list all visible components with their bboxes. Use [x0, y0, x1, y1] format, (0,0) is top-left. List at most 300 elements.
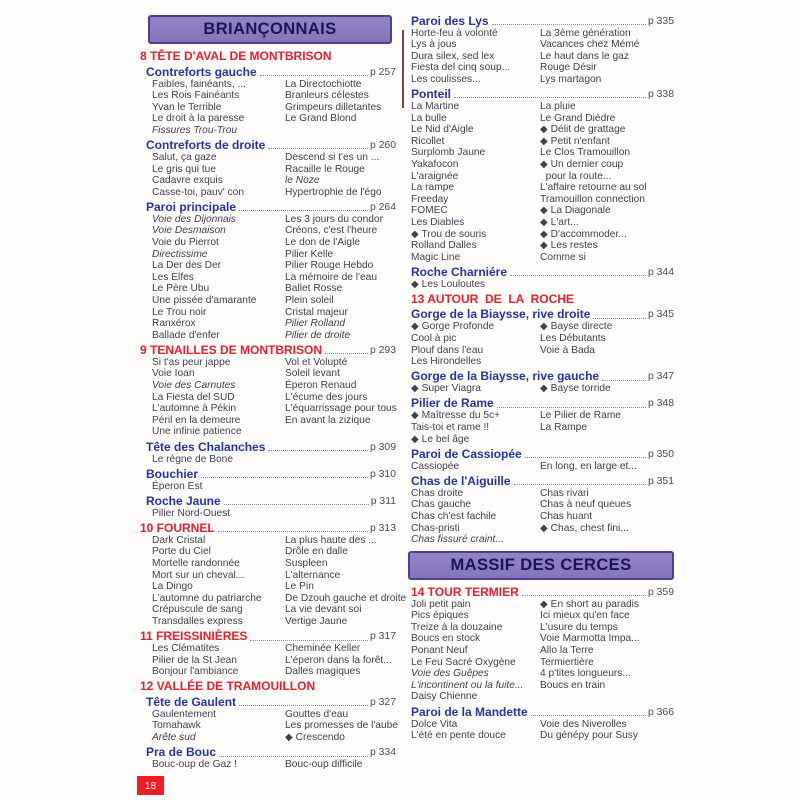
route-name: Chas rivari [540, 487, 589, 499]
route-name: pour la route... [540, 170, 612, 182]
dotted-leader [510, 275, 646, 276]
route-name: Chas fissuré craint... [411, 534, 504, 546]
route-name: Treize à la douzaine [411, 621, 503, 633]
route-name: Ballet Rosse [285, 283, 343, 295]
route-row [408, 422, 674, 434]
route-name: ◆ La Diagonale [540, 205, 611, 217]
route-row [408, 74, 674, 86]
route-name: Voie Marmotta Impa... [540, 633, 640, 645]
route-list [140, 79, 396, 137]
sub-header [408, 88, 674, 101]
route-name: Yakafocon [411, 158, 459, 170]
route-name: L'alternance [285, 569, 341, 581]
section-label: 8 TÊTE D'AVAL DE MONTBRISON [140, 49, 332, 63]
dotted-leader [497, 407, 646, 408]
route-name: ◆ Le bel âge [411, 433, 470, 445]
route-name: Le don de l'Aigle [285, 237, 361, 249]
route-name: Pilier Kelle [285, 248, 334, 260]
route-name: Bouc-oup de Gaz ! [152, 759, 237, 771]
route-name: L'automne à Pékin [152, 403, 237, 415]
route-name: ◆ D'accommoder... [540, 228, 627, 240]
route-name: Les 3 jours du condor [285, 213, 383, 225]
route-name: Plouf dans l'eau [411, 344, 484, 356]
route-name: Plein soleil [285, 295, 334, 306]
route-name: Horte-feu à volonté [411, 27, 498, 39]
route-row [140, 558, 396, 570]
route-name: Le Grand Dièdre [540, 112, 616, 124]
route-name: ◆ En short au paradis [540, 598, 640, 610]
route-name: Une infinie patience [152, 426, 242, 438]
route-name: Tomahawk [152, 720, 201, 732]
route-name: Les promesses de l'aube [285, 720, 398, 732]
route-row [408, 39, 674, 51]
route-row [140, 283, 396, 295]
page-ref: p 327 [369, 696, 396, 708]
route-name: Transdalles express [152, 615, 243, 627]
route-name: La Rampe [540, 421, 588, 433]
route-row [408, 159, 674, 171]
route-row [408, 279, 674, 291]
route-name: ◆ Super Viagra [411, 383, 481, 395]
route-list [140, 357, 396, 438]
route-list [140, 643, 396, 678]
route-name: Magic Line [411, 251, 461, 263]
sub-label: Roche Charniére [411, 264, 508, 279]
route-name: Éperon Est [152, 480, 203, 492]
sub-label: Contreforts de droite [146, 137, 266, 152]
page-number-badge [137, 776, 164, 795]
route-row [140, 79, 396, 91]
route-name: Boucs en stock [411, 633, 481, 645]
route-name: ◆ Bayse directe [540, 321, 613, 333]
route-name: Voie Desmaison [152, 225, 226, 237]
route-name: L'incontinent ou la fuite... [411, 679, 524, 691]
route-row [140, 357, 396, 369]
page-ref: p 351 [647, 475, 674, 487]
page-ref: p 264 [369, 201, 396, 213]
section-label: 11 FREISSINIÈRES [140, 629, 248, 644]
section-header [140, 344, 396, 357]
route-name: Pilier Nord-Ouest [152, 507, 231, 519]
section-label: 9 TENAILLES DE MONTBRISON [140, 342, 323, 357]
route-name: ◆ Crescendo [285, 732, 345, 744]
route-name: Surplomb Jaune [411, 147, 486, 159]
route-row [140, 403, 396, 415]
dotted-leader [218, 531, 368, 532]
route-name: ◆ Petit n'enfant [540, 135, 610, 147]
route-row [140, 260, 396, 272]
page-ref: p 359 [647, 586, 674, 598]
route-row [140, 102, 396, 114]
page-ref: p 260 [369, 139, 396, 151]
route-name: Tramouillon connection [540, 193, 645, 205]
route-list [140, 214, 396, 342]
route-row [408, 229, 674, 241]
sub-header [140, 495, 396, 508]
route-row [408, 719, 674, 731]
route-name: Voie des Niverolles [540, 718, 627, 730]
route-name: Fissures Trou-Trou [152, 124, 238, 136]
route-name: Suspleen [285, 558, 328, 569]
dotted-leader [525, 457, 646, 458]
route-name: ◆ Maîtresse du 5c+ [411, 410, 501, 422]
route-row [408, 182, 674, 194]
route-name: Branleurs célestes [285, 90, 369, 102]
route-name: La plus haute des ... [285, 534, 377, 546]
route-name: Boucs en train [540, 679, 606, 691]
route-row [140, 720, 396, 732]
sub-label: Gorge de la Biaysse, rive gauche [411, 369, 600, 384]
route-name: Chas huant [540, 510, 593, 522]
route-name: ◆ Chas, chest fini... [540, 522, 629, 534]
route-name: Éperon Renaud [285, 380, 357, 392]
sub-label: Roche Jaune [146, 493, 221, 508]
page-ref: p 347 [647, 371, 674, 383]
sub-header [140, 441, 396, 454]
dotted-leader [454, 97, 646, 98]
route-name: Crépuscule de sang [152, 604, 243, 616]
route-name: Cool à pic [411, 332, 457, 344]
sub-label: Paroi des Lys [411, 13, 489, 28]
route-name: La Fiesta del SUD [152, 391, 235, 403]
page-ref: p 257 [369, 66, 396, 78]
route-row [140, 709, 396, 721]
sub-header [408, 475, 674, 488]
route-row [408, 511, 674, 523]
route-name: Hypertrophie de l'égo [285, 186, 382, 198]
dotted-leader [268, 148, 368, 149]
route-row [140, 330, 396, 342]
page-ref: p 317 [369, 631, 396, 643]
sub-label: Paroi principale [146, 199, 237, 214]
route-name: Vacances chez Mémé [540, 39, 640, 51]
route-name: ◆ Gorge Profonde [411, 321, 495, 333]
route-name: Voie du Pierrot [152, 237, 219, 249]
route-name: Ici mieux qu'en face [540, 610, 630, 622]
section-label: 13 AUTOUR DE LA ROCHE [411, 291, 574, 306]
sub-header [408, 308, 674, 321]
route-name: ◆ Bayse torride [540, 383, 611, 395]
route-row [408, 645, 674, 657]
route-list [140, 508, 396, 520]
left-column [140, 14, 407, 771]
route-row [140, 125, 396, 137]
route-name: ◆ L'art... [540, 216, 579, 228]
route-name: Les Clématites [152, 643, 220, 655]
route-name: En avant la zizique [285, 414, 371, 426]
dotted-leader [201, 477, 368, 478]
route-row [140, 113, 396, 125]
route-row [140, 655, 396, 667]
sub-header [408, 397, 674, 410]
page-ref: p 310 [369, 468, 396, 480]
route-row [408, 434, 674, 446]
route-row [140, 759, 396, 771]
route-name: Salut, ça gaze [152, 151, 217, 163]
route-row [408, 124, 674, 136]
route-name: La pluie [540, 100, 576, 112]
route-name: La 3ème génération [540, 27, 631, 39]
route-name: L'été en pente douce [411, 730, 506, 742]
route-row [140, 152, 396, 164]
route-name: Du génépy pour Susy [540, 730, 638, 742]
sub-label: Gorge de la Biaysse, rive droite [411, 307, 591, 322]
route-row [140, 454, 396, 466]
sub-label: Tête des Chalanches [146, 439, 266, 454]
sub-label: Ponteil [411, 86, 452, 101]
sub-header [140, 139, 396, 152]
route-name: Rouge Désir [540, 62, 597, 74]
sub-header [140, 66, 396, 79]
route-row [140, 164, 396, 176]
route-name: La Dingo [152, 581, 193, 593]
route-row [408, 333, 674, 345]
route-name: Cristal majeur [285, 306, 348, 318]
route-name: Pics épiques [411, 610, 469, 622]
route-name: Casse-toi, pauv' con [152, 186, 244, 198]
route-row [408, 657, 674, 669]
route-name: Lys à jous [411, 39, 457, 51]
route-row [140, 546, 396, 558]
route-list [140, 709, 396, 744]
route-row [408, 610, 674, 622]
region-banner [408, 551, 674, 580]
route-name: En long, en large et... [540, 460, 637, 472]
region-banner-title: MASSIF DES CERCES [450, 555, 632, 574]
page-ref: p 293 [369, 344, 396, 356]
dotted-leader [492, 24, 646, 25]
route-list [408, 410, 674, 445]
section-header [408, 293, 674, 306]
route-name: Lys martagon [540, 73, 602, 85]
sub-header [140, 201, 396, 214]
route-name: Le gris qui tue [152, 163, 216, 175]
route-name: La vie devant soi [285, 604, 362, 616]
route-name: Cheminée Keller [285, 643, 361, 655]
page-ref: p 309 [369, 441, 396, 453]
route-list [408, 101, 674, 263]
route-row [408, 668, 674, 680]
route-row [408, 240, 674, 252]
route-name: Ricollet [411, 135, 445, 147]
route-row [408, 488, 674, 500]
route-list [408, 461, 674, 473]
route-name: Pilier Rolland [285, 318, 346, 330]
sub-header [408, 706, 674, 719]
route-row [140, 249, 396, 261]
dotted-leader [522, 595, 646, 596]
route-name: Freeday [411, 193, 449, 205]
route-name: La bulle [411, 112, 447, 124]
route-name: Pilier Rouge Hebdo [285, 260, 374, 272]
route-name: Dura silex, sed lex [411, 50, 495, 62]
route-list [408, 383, 674, 395]
page-ref: p 345 [647, 309, 674, 321]
sub-header [140, 746, 396, 759]
page-ref: p 344 [647, 266, 674, 278]
route-name: Allo la Terre [540, 645, 594, 657]
route-row [140, 307, 396, 319]
route-name: Les Hirondelles [411, 356, 482, 368]
route-row [140, 237, 396, 249]
route-name: Chas-pristi [411, 522, 460, 534]
route-row [140, 380, 396, 392]
route-name: Les Débutants [540, 332, 606, 344]
route-row [408, 194, 674, 206]
route-row [140, 90, 396, 102]
route-row [140, 415, 396, 427]
route-row [140, 732, 396, 744]
route-name: Bonjour l'ambiance [152, 666, 239, 678]
route-name: Les coulisses... [411, 73, 481, 85]
scan-artifact-line [402, 30, 404, 108]
route-row [140, 570, 396, 582]
route-row [140, 392, 396, 404]
right-column [408, 12, 674, 742]
route-row [140, 272, 396, 284]
route-list [408, 321, 674, 367]
route-name: Le Père Ubu [152, 283, 210, 295]
route-row [140, 368, 396, 380]
route-name: L'araignée [411, 170, 459, 182]
route-list [140, 534, 407, 628]
route-row [140, 535, 396, 547]
page-ref: p 338 [647, 88, 674, 100]
sub-label: Paroi de la Mandette [411, 704, 528, 719]
route-list [140, 759, 396, 771]
route-name: Porte du Ciel [152, 546, 211, 558]
dotted-leader [239, 210, 368, 211]
route-row [408, 461, 674, 473]
sub-label: Bouchier [146, 466, 199, 481]
sub-header [408, 15, 674, 28]
route-name: Le Pin [285, 581, 314, 593]
route-name: Grimpeurs dilletantes [285, 101, 382, 113]
dotted-leader [593, 318, 646, 319]
section-label: 14 TOUR TERMIER [411, 584, 519, 599]
route-name: ◆ Les restes [540, 240, 598, 252]
section-header [408, 586, 674, 599]
route-name: Dalles magiques [285, 666, 361, 678]
section-label: 12 VALLÉE DE TRAMOUILLON [140, 679, 316, 694]
route-row [140, 225, 396, 237]
route-row [140, 481, 396, 493]
route-row [140, 581, 396, 593]
route-list [408, 28, 674, 86]
page-ref: p 335 [647, 15, 674, 27]
route-name: La rampe [411, 182, 455, 194]
route-row [408, 321, 674, 333]
section-label: 10 FOURNEL [140, 520, 215, 535]
route-name: Le haut dans le gaz [540, 50, 629, 62]
route-name: Chas à neuf queues [540, 499, 632, 511]
route-row [140, 604, 396, 616]
route-name: Gouttes d'eau [285, 708, 349, 720]
region-banner-title: BRIANÇONNAIS [203, 20, 337, 38]
route-row [408, 217, 674, 229]
route-name: Si t'as peur jappe [152, 356, 231, 368]
route-name: Ballade d'enfer [152, 329, 220, 341]
route-row [140, 666, 396, 678]
route-name: ◆ Un dernier coup [540, 158, 624, 170]
sub-label: Pra de Bouc [146, 745, 217, 760]
route-list [140, 481, 396, 493]
page-ref: p 313 [369, 522, 396, 534]
route-name: Les Diables [411, 216, 465, 228]
page-number: 18 [144, 779, 157, 792]
route-name: Les Rois Fainéants [152, 90, 240, 102]
route-name: La Directochiotte [285, 78, 362, 90]
route-row [408, 252, 674, 264]
route-row [140, 426, 396, 438]
route-name: Bouc-oup difficile [285, 759, 363, 771]
page-ref: p 350 [647, 448, 674, 460]
route-name: Le Trou noir [152, 306, 207, 318]
sub-header [408, 448, 674, 461]
section-header [140, 680, 396, 693]
route-row [408, 51, 674, 63]
route-row [408, 171, 674, 183]
route-list [408, 279, 674, 291]
dotted-leader [224, 504, 369, 505]
dotted-leader [602, 380, 646, 381]
route-name: Rolland Dalles [411, 240, 477, 252]
dotted-leader [260, 75, 368, 76]
route-row [408, 62, 674, 74]
route-name: Une pissée d'amarante [152, 295, 257, 306]
route-list [408, 488, 674, 546]
route-name: L'écume des jours [285, 391, 368, 403]
route-name: 4 p'tites longueurs... [540, 668, 631, 680]
route-name: Voie des Carnutes [152, 380, 236, 392]
route-name: L'éperon dans la forêt... [285, 654, 392, 666]
route-row [408, 523, 674, 535]
dotted-leader [250, 640, 368, 641]
route-row [140, 187, 396, 199]
route-row [140, 508, 396, 520]
sub-label: Paroi de Cassiopée [411, 446, 522, 461]
route-name: ◆ Trou de souris [411, 228, 487, 240]
route-name: Termiertière [540, 656, 594, 668]
route-name: L'automne du patriarche [152, 592, 262, 604]
route-name: De Dzouh gauche et droite [285, 592, 407, 604]
page-ref: p 311 [370, 495, 396, 507]
route-row [408, 599, 674, 611]
route-name: Yvan le Terrible [152, 101, 222, 113]
route-list [140, 454, 396, 466]
route-name: Vol et Volupté [285, 356, 348, 368]
route-name: Voie des Guêpes [411, 668, 489, 680]
route-name: Voie des Dijonnais [152, 213, 237, 225]
route-name: Directissime [152, 248, 208, 260]
route-name: Le droit à la paresse [152, 113, 245, 125]
dotted-leader [325, 353, 368, 354]
dotted-leader [239, 705, 368, 706]
route-name: Racaille le Rouge [285, 163, 365, 175]
route-row [408, 622, 674, 634]
route-list [408, 719, 674, 742]
route-name: Pilier de la St Jean [152, 654, 237, 666]
route-name: Cassiopée [411, 460, 460, 472]
route-row [408, 499, 674, 511]
sub-header [408, 370, 674, 383]
route-name: L'usure du temps [540, 621, 618, 633]
route-name: Soleil levant [285, 368, 340, 380]
route-name: La Martine [411, 100, 460, 112]
route-name: Le Clos Tramouillon [540, 147, 631, 159]
route-list [140, 152, 396, 198]
route-name: La Der des Der [152, 260, 222, 272]
